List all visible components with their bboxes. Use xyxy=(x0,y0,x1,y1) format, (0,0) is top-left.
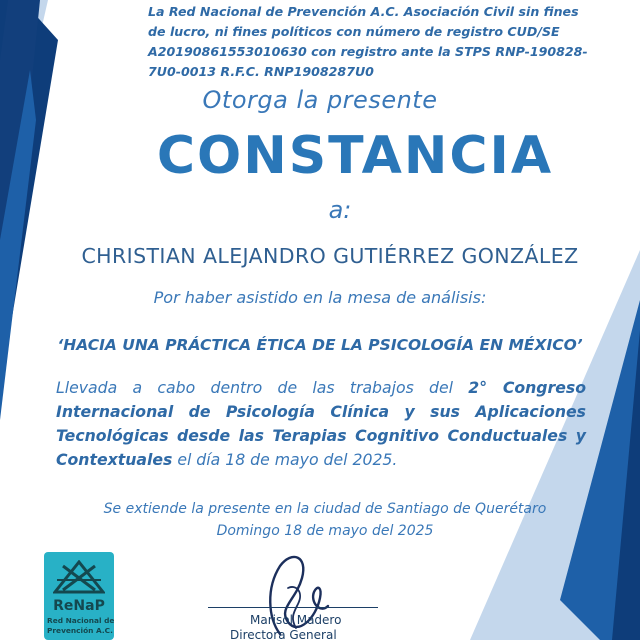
logo-name: ReNaP xyxy=(53,598,105,614)
logo-subtitle xyxy=(47,616,113,635)
issued-statement xyxy=(0,498,640,542)
renap-logo xyxy=(44,552,114,640)
issued-place: Se extiende la presente en la ciudad de Santiago de Querétaro xyxy=(103,501,547,517)
reason-text: Por haber asistido en la mesa de análisis: xyxy=(153,288,487,307)
event-name: 2° Congreso Internacional de Psicología Clínica y sus Aplicaciones Tecnológicas desde las Terapias Cognitivo Conductuales y Contextuales xyxy=(56,378,586,469)
recipient-name: CHRISTIAN ALEJANDRO GUTIÉRREZ GONZÁLEZ xyxy=(81,244,579,268)
issued-date: Domingo 18 de mayo del 2025 xyxy=(216,523,434,539)
logo-subtitle-line1: Red Nacional de xyxy=(47,616,114,625)
issuer-statement: La Red Nacional de Prevención A.C. Asociación Civil sin fines de lucro, ni fines políticos con número de registro CUD/SE A20190861553010630 con registro ante la STPS RNP-190828-7U0-0013 R.F.C. RNP1908287U0 xyxy=(148,4,588,79)
event-description xyxy=(56,376,586,472)
renap-emblem-icon xyxy=(53,560,105,594)
certificate-title: CONSTANCIA xyxy=(156,126,554,186)
activity-title: ‘HACIA UNA PRÁCTICA ÉTICA DE LA PSICOLOGÍA EN MÉXICO’ xyxy=(57,336,583,354)
event-date: el día 18 de mayo del 2025. xyxy=(172,450,398,469)
logo-subtitle-line2: Prevención A.C. xyxy=(47,625,113,635)
to-label: a: xyxy=(328,196,352,224)
signature-line xyxy=(208,607,378,608)
signatory-role: Directora General xyxy=(230,628,337,642)
signatory-name: Marisol Madero xyxy=(250,613,342,627)
intro-text: Otorga la presente xyxy=(202,86,438,114)
event-description-lead: Llevada a cabo dentro de las trabajos del xyxy=(56,378,469,397)
